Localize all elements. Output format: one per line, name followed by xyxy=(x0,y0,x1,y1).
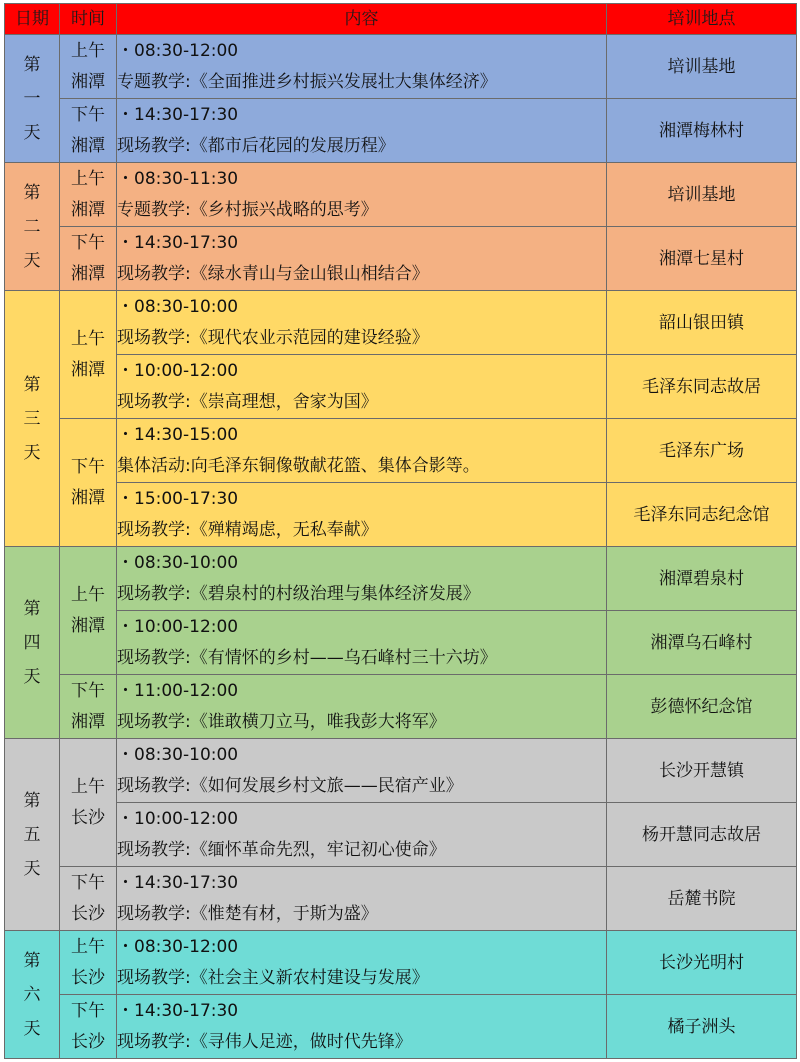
session-cell xyxy=(60,995,117,1059)
session-location: 长沙 xyxy=(71,1031,105,1052)
table-row xyxy=(5,547,797,611)
session-cell xyxy=(60,35,117,99)
session-period: 上午 xyxy=(71,584,105,605)
session-period: 下午 xyxy=(71,456,105,477)
place-cell: 培训基地 xyxy=(607,163,797,227)
place-cell: 湘潭乌石峰村 xyxy=(607,611,797,675)
content-cell xyxy=(117,483,607,547)
time-range: ・14:30-17:30 xyxy=(117,232,239,253)
content-cell xyxy=(117,867,607,931)
place-cell: 岳麓书院 xyxy=(607,867,797,931)
time-range: ・08:30-12:00 xyxy=(117,40,239,61)
session-location: 湘潭 xyxy=(71,487,105,508)
day-label-char: 第 xyxy=(23,950,41,971)
day-cell-5 xyxy=(5,739,60,931)
session-location: 湘潭 xyxy=(71,199,105,220)
topic-text: 现场教学:《谁敢横刀立马，唯我彭大将军》 xyxy=(117,711,446,732)
place-cell: 橘子洲头 xyxy=(607,995,797,1059)
topic-text: 现场教学:《都市后花园的发展历程》 xyxy=(117,135,395,156)
table-row xyxy=(5,483,797,547)
place-cell: 韶山银田镇 xyxy=(607,291,797,355)
session-cell xyxy=(60,291,117,419)
session-location: 长沙 xyxy=(71,967,105,988)
session-period: 下午 xyxy=(71,1000,105,1021)
content-cell xyxy=(117,931,607,995)
day-label-char: 第 xyxy=(23,374,41,395)
place-cell: 培训基地 xyxy=(607,35,797,99)
time-range: ・14:30-15:00 xyxy=(117,424,239,445)
content-cell xyxy=(117,419,607,483)
content-cell xyxy=(117,291,607,355)
table-row xyxy=(5,35,797,99)
time-range: ・10:00-12:00 xyxy=(117,360,239,381)
table-row xyxy=(5,611,797,675)
header-place: 培训地点 xyxy=(607,4,797,35)
session-location: 湘潭 xyxy=(71,263,105,284)
session-location: 湘潭 xyxy=(71,711,105,732)
topic-text: 专题教学:《乡村振兴战略的思考》 xyxy=(117,199,378,220)
place-cell: 毛泽东广场 xyxy=(607,419,797,483)
day-label-char: 天 xyxy=(23,250,41,271)
day-label-char: 第 xyxy=(23,182,41,203)
session-period: 下午 xyxy=(71,680,105,701)
day-label-char: 天 xyxy=(23,442,41,463)
day-label-char: 四 xyxy=(23,632,41,653)
session-cell xyxy=(60,931,117,995)
day-label-char: 天 xyxy=(23,666,41,687)
table-row xyxy=(5,355,797,419)
day-label-char: 三 xyxy=(23,408,41,429)
topic-text: 现场教学:《社会主义新农村建设与发展》 xyxy=(117,967,429,988)
day-label-char: 一 xyxy=(23,88,41,109)
day-label-char: 天 xyxy=(23,1018,41,1039)
table-row xyxy=(5,995,797,1059)
content-cell xyxy=(117,227,607,291)
day-label-char: 二 xyxy=(23,216,41,237)
day-cell-1 xyxy=(5,35,60,163)
place-cell: 长沙开慧镇 xyxy=(607,739,797,803)
session-period: 下午 xyxy=(71,232,105,253)
topic-text: 现场教学:《绿水青山与金山银山相结合》 xyxy=(117,263,429,284)
day-label-char: 五 xyxy=(23,824,41,845)
place-cell: 湘潭碧泉村 xyxy=(607,547,797,611)
topic-text: 现场教学:《缅怀革命先烈，牢记初心使命》 xyxy=(117,839,446,860)
time-range: ・15:00-17:30 xyxy=(117,488,239,509)
content-cell xyxy=(117,355,607,419)
session-cell xyxy=(60,99,117,163)
table-row xyxy=(5,739,797,803)
session-period: 上午 xyxy=(71,776,105,797)
header-row xyxy=(5,4,797,35)
topic-text: 现场教学:《殚精竭虑，无私奉献》 xyxy=(117,519,378,540)
training-schedule-table xyxy=(4,3,797,1059)
day-cell-3 xyxy=(5,291,60,547)
session-cell xyxy=(60,739,117,867)
day-label-char: 天 xyxy=(23,858,41,879)
session-period: 上午 xyxy=(71,936,105,957)
topic-text: 专题教学:《全面推进乡村振兴发展壮大集体经济》 xyxy=(117,71,497,92)
place-cell: 毛泽东同志纪念馆 xyxy=(607,483,797,547)
content-cell xyxy=(117,803,607,867)
time-range: ・14:30-17:30 xyxy=(117,104,239,125)
place-cell: 杨开慧同志故居 xyxy=(607,803,797,867)
topic-text: 现场教学:《寻伟人足迹，做时代先锋》 xyxy=(117,1031,412,1052)
topic-text: 现场教学:《现代农业示范园的建设经验》 xyxy=(117,327,429,348)
session-location: 长沙 xyxy=(71,807,105,828)
header-content: 内容 xyxy=(117,4,607,35)
session-period: 下午 xyxy=(71,104,105,125)
content-cell xyxy=(117,739,607,803)
content-cell xyxy=(117,995,607,1059)
session-period: 下午 xyxy=(71,872,105,893)
time-range: ・08:30-11:30 xyxy=(117,168,239,189)
day-label-char: 六 xyxy=(23,984,41,1005)
time-range: ・08:30-10:00 xyxy=(117,296,239,317)
table-row xyxy=(5,227,797,291)
session-cell xyxy=(60,867,117,931)
content-cell xyxy=(117,547,607,611)
topic-text: 集体活动:向毛泽东铜像敬献花篮、集体合影等。 xyxy=(117,455,480,476)
table-row xyxy=(5,931,797,995)
table-row xyxy=(5,291,797,355)
place-cell: 湘潭七星村 xyxy=(607,227,797,291)
topic-text: 现场教学:《有情怀的乡村——乌石峰村三十六坊》 xyxy=(117,647,497,668)
header-day: 日期 xyxy=(5,4,60,35)
session-cell xyxy=(60,675,117,739)
table-row xyxy=(5,675,797,739)
session-location: 湘潭 xyxy=(71,615,105,636)
session-cell xyxy=(60,547,117,675)
day-cell-4 xyxy=(5,547,60,739)
day-label-char: 天 xyxy=(23,122,41,143)
time-range: ・14:30-17:30 xyxy=(117,872,239,893)
time-range: ・10:00-12:00 xyxy=(117,808,239,829)
content-cell xyxy=(117,99,607,163)
place-cell: 彭德怀纪念馆 xyxy=(607,675,797,739)
session-location: 长沙 xyxy=(71,903,105,924)
time-range: ・10:00-12:00 xyxy=(117,616,239,637)
time-range: ・14:30-17:30 xyxy=(117,1000,239,1021)
topic-text: 现场教学:《崇高理想，舍家为国》 xyxy=(117,391,378,412)
session-period: 上午 xyxy=(71,328,105,349)
table-row xyxy=(5,867,797,931)
header-time: 时间 xyxy=(60,4,117,35)
day-cell-2 xyxy=(5,163,60,291)
content-cell xyxy=(117,163,607,227)
time-range: ・08:30-10:00 xyxy=(117,744,239,765)
topic-text: 现场教学:《碧泉村的村级治理与集体经济发展》 xyxy=(117,583,480,604)
day-label-char: 第 xyxy=(23,790,41,811)
content-cell xyxy=(117,675,607,739)
session-cell xyxy=(60,227,117,291)
time-range: ・11:00-12:00 xyxy=(117,680,239,701)
session-location: 湘潭 xyxy=(71,71,105,92)
topic-text: 现场教学:《如何发展乡村文旅——民宿产业》 xyxy=(117,775,463,796)
topic-text: 现场教学:《惟楚有材，于斯为盛》 xyxy=(117,903,378,924)
time-range: ・08:30-10:00 xyxy=(117,552,239,573)
table-row xyxy=(5,163,797,227)
day-cell-6 xyxy=(5,931,60,1059)
session-cell xyxy=(60,163,117,227)
place-cell: 湘潭梅林村 xyxy=(607,99,797,163)
session-period: 上午 xyxy=(71,168,105,189)
session-location: 湘潭 xyxy=(71,359,105,380)
table-row xyxy=(5,419,797,483)
content-cell xyxy=(117,35,607,99)
session-location: 湘潭 xyxy=(71,135,105,156)
day-label-char: 第 xyxy=(23,598,41,619)
session-period: 上午 xyxy=(71,40,105,61)
place-cell: 长沙光明村 xyxy=(607,931,797,995)
content-cell xyxy=(117,611,607,675)
table-row xyxy=(5,99,797,163)
place-cell: 毛泽东同志故居 xyxy=(607,355,797,419)
table-row xyxy=(5,803,797,867)
time-range: ・08:30-12:00 xyxy=(117,936,239,957)
session-cell xyxy=(60,419,117,547)
day-label-char: 第 xyxy=(23,54,41,75)
